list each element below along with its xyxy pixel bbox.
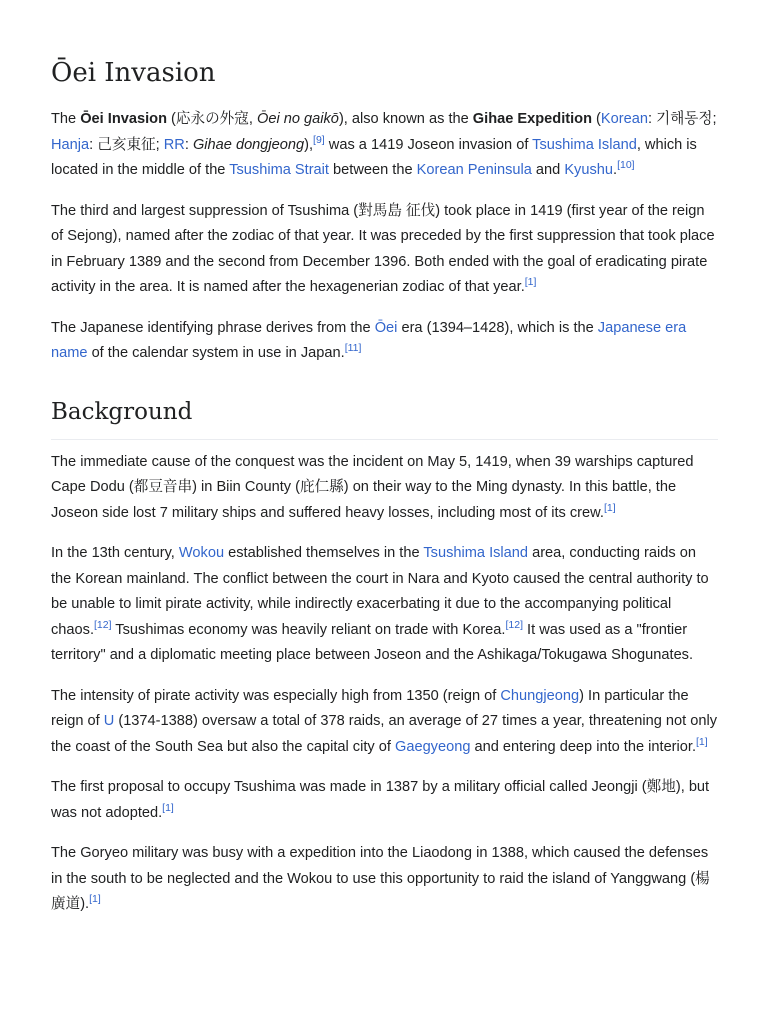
reference-link[interactable]: [9] <box>313 133 325 146</box>
background-paragraph-1 <box>51 450 718 527</box>
text: ) In particular the reign of <box>51 687 689 729</box>
text: ), <box>304 136 314 153</box>
text: It was used as a "frontier territory" and a diplomatic meeting place between Joseon and the Ashikaga/Tokugawa Shogunates. <box>51 621 694 663</box>
link-tsushima-island[interactable]: Tsushima Island <box>423 545 529 561</box>
intro-paragraph-2 <box>51 199 718 301</box>
link-korean[interactable]: Korean <box>600 111 648 127</box>
intro-paragraph-1 <box>51 107 718 184</box>
reference-10[interactable] <box>617 159 635 171</box>
article-subject-bold: Ōei Invasion <box>80 111 167 127</box>
reference-9[interactable] <box>313 134 325 146</box>
text: The Japanese identifying phrase derives from the <box>51 319 375 336</box>
reference-11[interactable] <box>345 342 362 354</box>
reference-link[interactable]: [12] <box>505 618 523 631</box>
reference-1[interactable] <box>604 502 616 514</box>
reference-link[interactable]: [10] <box>617 159 635 172</box>
link-oei[interactable]: Ōei <box>374 319 398 336</box>
text: area, conducting raids on the Korean mainland. The conflict between the court in Nara and Kyoto caused the central authority to be unable to limit pirate activity, while indirectly exacerbating it due to the accompanying political chaos. <box>51 545 709 638</box>
korean-romanization: Gihae dongjeong <box>192 136 305 153</box>
reference-link[interactable]: [1] <box>524 276 537 289</box>
reference-1[interactable] <box>89 893 101 905</box>
reference-link[interactable]: [1] <box>162 801 174 814</box>
link-tsushima-island[interactable]: Tsushima Island <box>532 136 637 153</box>
background-paragraph-2 <box>51 541 718 669</box>
text: The first proposal to occupy Tsushima was made in 1387 by a military official called Jeongji (鄭地), but was not adopted. <box>51 779 710 821</box>
section-heading-background: Background <box>51 382 718 440</box>
link-u[interactable]: U <box>103 713 115 729</box>
background-paragraph-3 <box>51 684 718 761</box>
text: The intensity of pirate activity was especially high from 1350 (reign of <box>51 687 501 704</box>
text: between the <box>328 162 417 178</box>
text: ), also known as the <box>338 111 473 127</box>
article-content <box>51 0 718 933</box>
background-paragraph-5 <box>51 841 718 918</box>
text: The Goryeo military was busy with a expedition into the Liaodong in 1388, which caused the defenses in the south to be neglected and the Wokou to use this opportunity to raid the island of Yanggwang (楊廣道). <box>51 845 710 912</box>
text: : <box>184 136 193 153</box>
reference-12[interactable] <box>94 619 112 631</box>
reference-1[interactable] <box>525 276 537 288</box>
text: , which is located in the middle of the <box>51 136 697 178</box>
text: era (1394–1428), which is the <box>397 319 598 336</box>
text: . <box>613 162 618 178</box>
link-gaegyeong[interactable]: Gaegyeong <box>394 738 471 755</box>
link-japanese-era-name[interactable]: Japanese era name <box>51 319 687 361</box>
text: (1374-1388) oversaw a total of 378 raids, an average of 27 times a year, threatening not only the coast of the South Sea but also the capital city of <box>51 713 718 755</box>
link-tsushima-strait[interactable]: Tsushima Strait <box>229 162 329 178</box>
text: : 기해동정; <box>647 111 717 127</box>
reference-link[interactable]: [12] <box>94 618 112 631</box>
background-paragraph-4 <box>51 775 718 826</box>
text: and <box>531 162 565 178</box>
link-chungjeong[interactable]: Chungjeong <box>500 687 580 704</box>
text: In the 13th century, <box>51 545 179 561</box>
reference-link[interactable]: [1] <box>603 501 616 514</box>
alternate-name-bold: Gihae Expedition <box>472 111 592 127</box>
link-hanja[interactable]: Hanja <box>51 136 90 153</box>
link-korean-peninsula[interactable]: Korean Peninsula <box>416 162 532 178</box>
text: The third and largest suppression of Tsushima (對馬島 征伐) took place in 1419 (first year of the reign of Sejong), named after the zodiac of that year. It was preceded by the first suppression that took place in February 1389 and the second from December 1396. Both ended with the goal of eradicating pirate activity in the area. It is named after the hexagenerian zodiac of that year. <box>51 202 715 295</box>
japanese-romanization: Ōei no gaikō <box>256 111 339 127</box>
page-title: Ōei Invasion <box>51 58 216 88</box>
text: of the calendar system in use in Japan. <box>87 345 345 361</box>
text: established themselves in the <box>224 545 424 561</box>
text: (応永の外寇, <box>166 111 257 127</box>
text: ( <box>592 111 601 127</box>
text: The <box>51 111 81 127</box>
text: Tsushimas economy was heavily reliant on trade with Korea. <box>111 621 506 638</box>
link-kyushu[interactable]: Kyushu <box>564 162 613 178</box>
text: was a 1419 Joseon invasion of <box>324 136 533 153</box>
reference-link[interactable]: [1] <box>89 893 101 906</box>
reference-1[interactable] <box>696 736 708 748</box>
reference-12[interactable] <box>505 619 523 631</box>
text: and entering deep into the interior. <box>470 738 697 755</box>
reference-link[interactable]: [1] <box>696 735 708 748</box>
link-wokou[interactable]: Wokou <box>178 545 225 561</box>
reference-link[interactable]: [11] <box>344 342 362 355</box>
text: The immediate cause of the conquest was the incident on May 5, 1419, when 39 warships captured Cape Dodu (都豆音串) in Biin County (庇仁縣) on their way to the Ming dynasty. In this battle, the Joseon side lost 7 military ships and suffered heavy losses, including most of its crew. <box>51 453 694 521</box>
link-rr[interactable]: RR <box>163 136 185 153</box>
intro-paragraph-3 <box>51 316 718 367</box>
reference-1[interactable] <box>162 802 174 814</box>
text: : 己亥東征; <box>89 136 164 153</box>
